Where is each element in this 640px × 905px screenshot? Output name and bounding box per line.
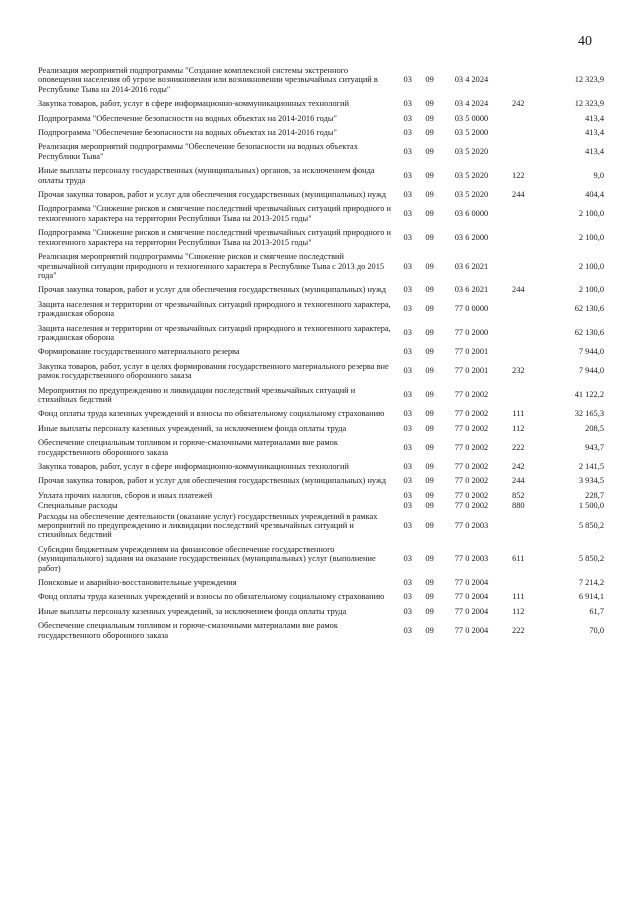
table-row <box>38 166 604 185</box>
row-target-code: 03 4 2024 <box>454 75 489 85</box>
row-section-code: 03 <box>403 409 412 419</box>
row-expense-type-code: 244 <box>512 285 525 295</box>
row-subsection-code: 09 <box>425 490 434 500</box>
row-subsection-code: 09 <box>425 75 434 85</box>
row-subsection-code: 09 <box>425 442 434 452</box>
row-target-code: 77 0 0000 <box>454 304 489 314</box>
row-name: Подпрограмма "Снижение рисков и смягчение последствий чрезвычайных ситуаций природного и техногенного характера на территории Республики Тыва на 2013-2015 годы" <box>38 228 392 247</box>
table-row <box>38 476 604 485</box>
table-row <box>38 607 604 616</box>
row-target-code: 03 4 2024 <box>454 99 489 109</box>
row-name: Расходы на обеспечение деятельности (оказание услуг) государственных учреждений в рамках мероприятий по предупреждению и ликвидации последствий чрезвычайных ситуаций и стихийных бедствий <box>38 511 378 540</box>
row-name: Субсидии бюджетным учреждениям на финансовое обеспечение государственного (муниципального) задания на оказание государственных (муниципальных) услуг (выполнение работ) <box>38 544 376 573</box>
row-subsection-code: 09 <box>425 328 434 338</box>
row-expense-type-code: 112 <box>512 606 525 616</box>
table-row <box>38 424 604 433</box>
row-target-code: 77 0 2004 <box>454 578 489 588</box>
row-subsection-code: 09 <box>425 99 434 109</box>
row-target-code: 03 6 0000 <box>454 209 489 219</box>
row-section-code: 03 <box>403 625 412 635</box>
row-target-code: 77 0 2002 <box>454 390 489 400</box>
page-number: 40 <box>578 34 592 49</box>
table-row <box>38 512 604 540</box>
table-row <box>38 66 604 94</box>
row-subsection-code: 09 <box>425 147 434 157</box>
row-subsection-code: 09 <box>425 606 434 616</box>
row-name: Защита населения и территории от чрезвычайных ситуаций природного и техногенного характера, гражданская оборона <box>38 299 391 319</box>
row-amount: 943,7 <box>585 442 604 452</box>
row-subsection-code: 09 <box>425 592 434 602</box>
row-name: Реализация мероприятий подпрограммы "Создание комплексной системы экстренного оповещения населения об угрозе возникновения или возникновении чрезвычайных ситуаций в Республике Тыва на 2014-2016 годы" <box>38 66 378 94</box>
row-subsection-code: 09 <box>425 190 434 200</box>
table-row <box>38 190 604 199</box>
row-section-code: 03 <box>403 347 412 357</box>
row-name: Специальные расходы <box>38 501 118 511</box>
table-row <box>38 99 604 108</box>
row-expense-type-code: 112 <box>512 423 525 433</box>
row-amount: 2 100,0 <box>578 232 604 242</box>
row-amount: 9,0 <box>593 170 604 180</box>
row-expense-type-code: 222 <box>512 625 525 635</box>
row-name: Иные выплаты персоналу казенных учреждений, за исключением фонда оплаты труда <box>38 606 347 616</box>
table-row <box>38 409 604 418</box>
row-name: Защита населения и территории от чрезвычайных ситуаций природного и техногенного характера, гражданская оборона <box>38 323 391 342</box>
row-amount: 2 100,0 <box>578 261 604 271</box>
row-amount: 413,4 <box>585 113 604 123</box>
row-subsection-code: 09 <box>425 232 434 242</box>
table-row <box>38 438 604 457</box>
row-target-code: 03 5 2020 <box>454 147 489 157</box>
row-name: Мероприятия по предупреждению и ликвидации последствий чрезвычайных ситуаций и стихийных бедствий <box>38 385 356 404</box>
row-target-code: 77 0 2002 <box>454 476 489 486</box>
table-row <box>38 252 604 280</box>
row-section-code: 03 <box>403 128 412 138</box>
row-target-code: 77 0 2002 <box>454 409 489 419</box>
table-row <box>38 545 604 573</box>
row-section-code: 03 <box>403 606 412 616</box>
row-section-code: 03 <box>403 442 412 452</box>
row-target-code: 77 0 2004 <box>454 592 489 602</box>
row-target-code: 77 0 2002 <box>454 490 489 500</box>
row-section-code: 03 <box>403 232 412 242</box>
row-subsection-code: 09 <box>425 462 434 471</box>
row-amount: 70,0 <box>589 625 604 635</box>
table-row <box>38 300 604 319</box>
row-target-code: 77 0 2000 <box>454 328 489 338</box>
row-section-code: 03 <box>403 366 412 376</box>
row-name: Фонд оплаты труда казенных учреждений и взносы по обязательному социальному страхованию <box>38 592 385 602</box>
row-name: Иные выплаты персоналу казенных учреждений, за исключением фонда оплаты труда <box>38 423 347 433</box>
row-expense-type-code: 242 <box>512 462 525 471</box>
row-expense-type-code: 611 <box>512 554 525 564</box>
row-section-code: 03 <box>403 209 412 219</box>
row-name: Обеспечение специальным топливом и горюче-смазочными материалами вне рамок государственного оборонного заказа <box>38 621 338 640</box>
row-expense-type-code: 111 <box>512 592 525 602</box>
table-row <box>38 362 604 381</box>
row-name: Обеспечение специальным топливом и горюче-смазочными материалами вне рамок государственного оборонного заказа <box>38 438 338 457</box>
table-row <box>38 592 604 601</box>
table-row <box>38 578 604 587</box>
row-subsection-code: 09 <box>425 113 434 123</box>
row-subsection-code: 09 <box>425 285 434 295</box>
row-name: Иные выплаты персоналу государственных (муниципальных) органов, за исключением фонда оплаты труда <box>38 166 375 185</box>
row-amount: 2 100,0 <box>578 285 604 295</box>
row-target-code: 03 6 2021 <box>454 285 489 295</box>
row-name: Реализация мероприятий подпрограммы "Снижение рисков и смягчение последствий чрезвычайной ситуации природного и техногенного характера в Республике Тыва с 2013 до 2015 года" <box>38 252 385 280</box>
row-expense-type-code: 242 <box>512 99 525 109</box>
row-amount: 7 944,0 <box>578 347 604 357</box>
row-target-code: 77 0 2001 <box>454 347 489 357</box>
row-name: Закупка товаров, работ, услуг в целях формирования государственного материального резерва вне рамок государственного оборонного заказа <box>38 361 389 381</box>
budget-table <box>38 66 604 645</box>
row-section-code: 03 <box>403 554 412 564</box>
table-row <box>38 114 604 123</box>
row-section-code: 03 <box>403 521 412 531</box>
table-row <box>38 142 604 161</box>
row-amount: 413,4 <box>585 128 604 138</box>
row-section-code: 03 <box>403 170 412 180</box>
row-subsection-code: 09 <box>425 209 434 219</box>
table-row <box>38 501 604 510</box>
row-expense-type-code: 122 <box>512 170 525 180</box>
row-section-code: 03 <box>403 147 412 157</box>
row-amount: 6 914,1 <box>578 592 604 602</box>
table-row <box>38 491 604 500</box>
row-section-code: 03 <box>403 328 412 338</box>
row-subsection-code: 09 <box>425 304 434 314</box>
row-target-code: 77 0 2002 <box>454 442 489 452</box>
row-amount: 7 944,0 <box>578 366 604 376</box>
row-target-code: 03 5 2020 <box>454 170 489 180</box>
row-amount: 208,5 <box>585 423 604 433</box>
table-row <box>38 128 604 137</box>
row-target-code: 03 5 2020 <box>454 190 489 200</box>
row-name: Прочая закупка товаров, работ и услуг для обеспечения государственных (муниципальных) нужд <box>38 476 387 486</box>
row-section-code: 03 <box>403 476 412 486</box>
row-subsection-code: 09 <box>425 347 434 357</box>
row-section-code: 03 <box>403 501 412 511</box>
row-section-code: 03 <box>403 285 412 295</box>
row-target-code: 03 6 2000 <box>454 232 489 242</box>
row-target-code: 77 0 2001 <box>454 366 489 376</box>
row-name: Прочая закупка товаров, работ и услуг для обеспечения государственных (муниципальных) нужд <box>38 190 387 200</box>
row-section-code: 03 <box>403 490 412 500</box>
table-row <box>38 324 604 343</box>
row-amount: 7 214,2 <box>578 578 604 588</box>
row-amount: 1 500,0 <box>578 501 604 511</box>
row-amount: 2 141,5 <box>578 462 604 471</box>
row-amount: 12 323,9 <box>574 75 604 85</box>
row-target-code: 77 0 2003 <box>454 554 489 564</box>
row-amount: 32 165,3 <box>574 409 604 419</box>
row-section-code: 03 <box>403 304 412 314</box>
row-amount: 2 100,0 <box>578 209 604 219</box>
row-target-code: 77 0 2004 <box>454 625 489 635</box>
row-name: Формирование государственного материального резерва <box>38 347 240 357</box>
row-target-code: 77 0 2002 <box>454 501 489 511</box>
row-name: Подпрограмма "Обеспечение безопасности на водных объектах на 2014-2016 годы" <box>38 128 337 138</box>
row-amount: 12 323,9 <box>574 99 604 109</box>
row-expense-type-code: 222 <box>512 442 525 452</box>
row-target-code: 03 5 2000 <box>454 128 489 138</box>
row-section-code: 03 <box>403 390 412 400</box>
row-amount: 404,4 <box>585 190 604 200</box>
row-subsection-code: 09 <box>425 409 434 419</box>
row-subsection-code: 09 <box>425 423 434 433</box>
row-expense-type-code: 111 <box>512 409 525 419</box>
row-target-code: 77 0 2002 <box>454 462 489 471</box>
row-subsection-code: 09 <box>425 170 434 180</box>
row-name: Реализация мероприятий подпрограммы "Обеспечение безопасности на водных объектах Республики Тыва" <box>38 142 358 161</box>
row-subsection-code: 09 <box>425 554 434 564</box>
row-subsection-code: 09 <box>425 625 434 635</box>
row-subsection-code: 09 <box>425 476 434 486</box>
row-section-code: 03 <box>403 578 412 588</box>
row-subsection-code: 09 <box>425 366 434 376</box>
row-name: Подпрограмма "Обеспечение безопасности на водных объектах на 2014-2016 годы" <box>38 113 337 123</box>
row-subsection-code: 09 <box>425 128 434 138</box>
row-subsection-code: 09 <box>425 521 434 531</box>
row-target-code: 77 0 2002 <box>454 423 489 433</box>
row-section-code: 03 <box>403 423 412 433</box>
row-name: Подпрограмма "Снижение рисков и смягчение последствий чрезвычайных ситуаций природного и техногенного характера на территории Республики Тыва на 2013-2015 годы" <box>38 204 392 223</box>
row-name: Поисковые и аварийно-восстановительные учреждения <box>38 578 237 588</box>
row-name: Закупка товаров, работ, услуг в сфере информационно-коммуникационных технологий <box>38 99 349 109</box>
table-row <box>38 462 604 471</box>
table-row <box>38 228 604 247</box>
row-section-code: 03 <box>403 261 412 271</box>
table-row <box>38 204 604 223</box>
row-amount: 62 130,6 <box>574 304 604 314</box>
row-section-code: 03 <box>403 462 412 471</box>
row-section-code: 03 <box>403 99 412 109</box>
row-expense-type-code: 244 <box>512 190 525 200</box>
row-target-code: 77 0 2004 <box>454 606 489 616</box>
row-amount: 5 850,2 <box>578 521 604 531</box>
row-section-code: 03 <box>403 75 412 85</box>
row-target-code: 03 6 2021 <box>454 261 489 271</box>
row-name: Уплата прочих налогов, сборов и иных платежей <box>38 490 213 500</box>
row-name: Прочая закупка товаров, работ и услуг для обеспечения государственных (муниципальных) нужд <box>38 285 387 295</box>
row-subsection-code: 09 <box>425 578 434 588</box>
row-subsection-code: 09 <box>425 501 434 511</box>
row-amount: 41 122,2 <box>574 390 604 400</box>
row-expense-type-code: 880 <box>512 501 525 511</box>
row-name: Фонд оплаты труда казенных учреждений и взносы по обязательному социальному страхованию <box>38 409 385 419</box>
row-amount: 3 934,5 <box>578 476 604 486</box>
row-section-code: 03 <box>403 190 412 200</box>
row-expense-type-code: 852 <box>512 490 525 500</box>
table-row <box>38 386 604 405</box>
row-name: Закупка товаров, работ, услуг в сфере информационно-коммуникационных технологий <box>38 462 349 471</box>
row-section-code: 03 <box>403 592 412 602</box>
row-amount: 413,4 <box>585 147 604 157</box>
row-target-code: 03 5 0000 <box>454 113 489 123</box>
row-section-code: 03 <box>403 113 412 123</box>
row-expense-type-code: 244 <box>512 476 525 486</box>
row-target-code: 77 0 2003 <box>454 521 489 531</box>
table-row <box>38 285 604 294</box>
row-amount: 5 850,2 <box>578 554 604 564</box>
row-amount: 62 130,6 <box>574 328 604 338</box>
row-subsection-code: 09 <box>425 390 434 400</box>
row-expense-type-code: 232 <box>512 366 525 376</box>
row-subsection-code: 09 <box>425 261 434 271</box>
table-row <box>38 621 604 640</box>
table-row <box>38 347 604 356</box>
row-amount: 61,7 <box>589 606 604 616</box>
row-amount: 228,7 <box>585 490 604 500</box>
